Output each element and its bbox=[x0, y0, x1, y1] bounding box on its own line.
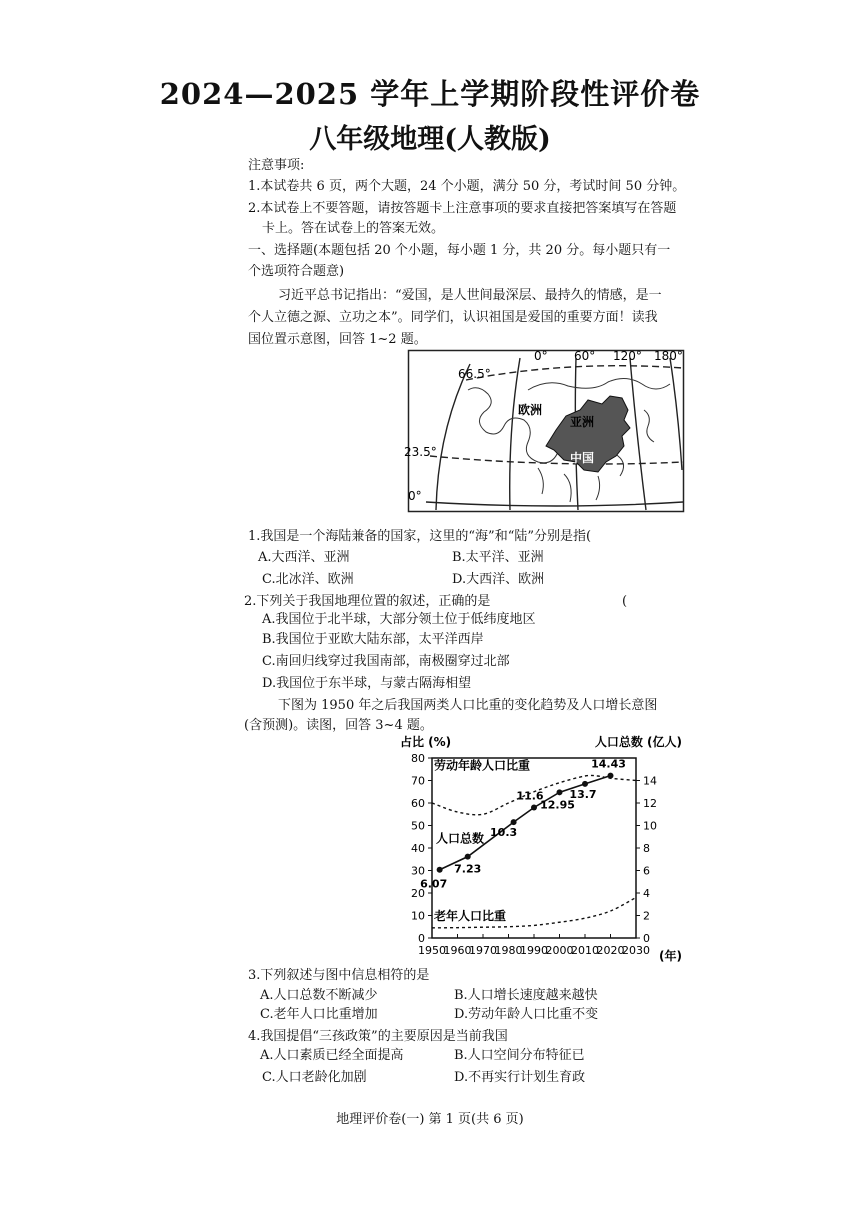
data-label: 7.23 bbox=[454, 862, 482, 876]
notes-item-1: 1.本试卷共 6 页，两个大题，24 个小题，满分 50 分，考试时间 50 分钟。 bbox=[248, 179, 686, 194]
data-point bbox=[582, 781, 588, 787]
data-point bbox=[437, 867, 443, 873]
chart-ylabel-left: 占比 (%) bbox=[400, 735, 452, 749]
lon-label-180: 180° bbox=[654, 349, 683, 363]
data-point bbox=[531, 805, 537, 811]
intro1-line-3: 国位置示意图，回答 1~2 题。 bbox=[248, 332, 427, 347]
intro1-line-2: 个人立德之源、立功之本”。同学们，认识祖国是爱国的重要方面！读我 bbox=[248, 310, 658, 325]
q1-option-a: A.大西洋、亚洲 bbox=[258, 550, 350, 565]
y-left-tick-label: 20 bbox=[411, 887, 425, 900]
meridian-line bbox=[436, 364, 470, 510]
x-tick-label: 2020 bbox=[596, 944, 625, 957]
x-tick-label: 2010 bbox=[571, 944, 599, 957]
q3-stem: 3.下列叙述与图中信息相符的是 bbox=[248, 968, 430, 983]
q1-option-b: B.太平洋、亚洲 bbox=[452, 550, 544, 565]
y-left-tick-label: 60 bbox=[411, 797, 425, 810]
y-right-tick-label: 10 bbox=[643, 819, 657, 833]
data-point bbox=[511, 819, 517, 825]
q4-option-c: C.人口老龄化加剧 bbox=[262, 1070, 367, 1085]
y-left-tick-label: 50 bbox=[411, 819, 425, 833]
q2-option-a: A.我国位于北半球，大部分领土位于低纬度地区 bbox=[262, 612, 536, 627]
y-right-tick-label: 0 bbox=[643, 932, 650, 945]
section-heading-line-2: 个选项符合题意) bbox=[248, 264, 345, 279]
chart-svg bbox=[396, 732, 686, 962]
y-right-tick-label: 6 bbox=[643, 864, 650, 878]
page-footer: 地理评价卷(一) 第 1 页(共 6 页) bbox=[336, 1112, 524, 1127]
data-label: 10.3 bbox=[490, 826, 518, 840]
q4-option-b: B.人口空间分布特征已 bbox=[454, 1048, 585, 1063]
china-label: 中国 bbox=[570, 451, 595, 465]
lon-label-60: 60° bbox=[574, 349, 596, 363]
y-right-tick-label: 12 bbox=[643, 797, 657, 810]
y-left-tick-label: 30 bbox=[411, 864, 425, 878]
y-right-tick-label: 2 bbox=[643, 909, 650, 923]
x-tick-label: 2030 bbox=[622, 944, 650, 957]
q1-option-c: C.北冰洋、欧洲 bbox=[262, 572, 354, 587]
q3-option-a: A.人口总数不断减少 bbox=[260, 988, 378, 1003]
tropic-of-cancer-line bbox=[430, 456, 683, 464]
x-tick-label: 2000 bbox=[545, 944, 574, 957]
data-label: 6.07 bbox=[420, 877, 448, 891]
exam-title: 2024—2025 学年上学期阶段性评价卷 bbox=[159, 77, 701, 111]
chart-xlabel: (年) bbox=[659, 949, 682, 963]
exam-subtitle: 八年级地理(人教版) bbox=[309, 124, 551, 155]
lat-label-66: 66.5° bbox=[458, 367, 491, 381]
q4-option-d: D.不再实行计划生育政 bbox=[454, 1070, 586, 1085]
data-label: 11.6 bbox=[516, 789, 544, 803]
y-left-tick-label: 10 bbox=[411, 909, 425, 923]
q4-stem: 4.我国提倡“三孩政策”的主要原因是当前我国 bbox=[248, 1029, 508, 1044]
chart-ylabel-right: 人口总数 (亿人) bbox=[594, 735, 682, 749]
section-heading-line-1: 一、选择题(本题包括 20 个小题，每小题 1 分，共 20 分。每小题只有一 bbox=[248, 243, 671, 258]
q3-option-c: C.老年人口比重增加 bbox=[260, 1007, 378, 1022]
x-tick-label: 1970 bbox=[469, 944, 497, 957]
q2-paren: ( bbox=[622, 594, 628, 609]
data-label: 12.95 bbox=[540, 798, 575, 812]
map-frame bbox=[409, 351, 684, 512]
series-name-label: 人口总数 bbox=[436, 831, 485, 846]
population-chart bbox=[396, 732, 686, 962]
intro2-line-1: 下图为 1950 年之后我国两类人口比重的变化趋势及人口增长意图 bbox=[278, 698, 658, 713]
y-right-tick-label: 8 bbox=[643, 842, 650, 855]
lat-label-23: 23.5° bbox=[404, 445, 437, 459]
data-point bbox=[465, 854, 471, 860]
y-right-tick-label: 14 bbox=[643, 774, 657, 788]
arctic-circle-line bbox=[466, 366, 683, 380]
q1-option-d: D.大西洋、欧洲 bbox=[452, 572, 545, 587]
asia-label: 亚洲 bbox=[570, 415, 595, 429]
lon-label-120: 120° bbox=[613, 349, 642, 363]
y-left-tick-label: 40 bbox=[411, 842, 425, 855]
q1-stem: 1.我国是一个海陆兼备的国家，这里的“海”和“陆”分别是指( bbox=[248, 529, 592, 544]
data-label: 14.43 bbox=[591, 757, 626, 771]
y-left-tick-label: 80 bbox=[411, 752, 425, 765]
coastline bbox=[528, 378, 670, 390]
q3-option-b: B.人口增长速度越来越快 bbox=[454, 988, 598, 1003]
meridian-line bbox=[630, 358, 646, 510]
meridian-line bbox=[510, 358, 520, 510]
lat-label-0: 0° bbox=[408, 489, 422, 503]
y-left-tick-label: 0 bbox=[418, 932, 425, 945]
lon-label-0: 0° bbox=[534, 349, 548, 363]
x-tick-label: 1950 bbox=[418, 944, 446, 957]
europe-label: 欧洲 bbox=[518, 403, 543, 417]
notes-item-2-line-2: 卡上。答在试卷上的答案无效。 bbox=[262, 221, 445, 236]
y-left-tick-label: 70 bbox=[411, 774, 425, 788]
q2-option-c: C.南回归线穿过我国南部，南极圈穿过北部 bbox=[262, 654, 510, 669]
coastline bbox=[468, 388, 558, 463]
q2-option-d: D.我国位于东半球，与蒙古隔海相望 bbox=[262, 676, 472, 691]
x-tick-label: 1980 bbox=[494, 944, 523, 957]
data-label: 13.7 bbox=[569, 787, 597, 801]
series-name-label: 劳动年龄人口比重 bbox=[434, 758, 531, 773]
y-right-tick-label: 4 bbox=[643, 887, 650, 900]
q2-stem: 2.下列关于我国地理位置的叙述，正确的是 bbox=[244, 594, 491, 609]
x-tick-label: 1960 bbox=[443, 944, 472, 957]
data-point bbox=[557, 789, 563, 795]
coastline bbox=[644, 410, 654, 442]
notes-heading: 注意事项: bbox=[248, 158, 305, 173]
q3-option-d: D.劳动年龄人口比重不变 bbox=[454, 1007, 599, 1022]
notes-item-2-line-1: 2.本试卷上不要答题，请按答题卡上注意事项的要求直接把答案填写在答题 bbox=[248, 201, 677, 216]
q4-option-a: A.人口素质已经全面提高 bbox=[260, 1048, 404, 1063]
q2-option-b: B.我国位于亚欧大陆东部，太平洋西岸 bbox=[262, 632, 484, 647]
meridian-line bbox=[670, 358, 682, 470]
coastline bbox=[538, 468, 600, 502]
map-svg bbox=[404, 349, 684, 512]
x-tick-label: 1990 bbox=[520, 944, 548, 957]
intro2-line-2: (含预测)。读图，回答 3~4 题。 bbox=[244, 718, 433, 733]
china-location-map bbox=[404, 349, 684, 512]
intro1-line-1: 习近平总书记指出：“爱国，是人世间最深层、最持久的情感，是一 bbox=[278, 288, 662, 303]
series-name-label: 老年人口比重 bbox=[434, 909, 507, 923]
